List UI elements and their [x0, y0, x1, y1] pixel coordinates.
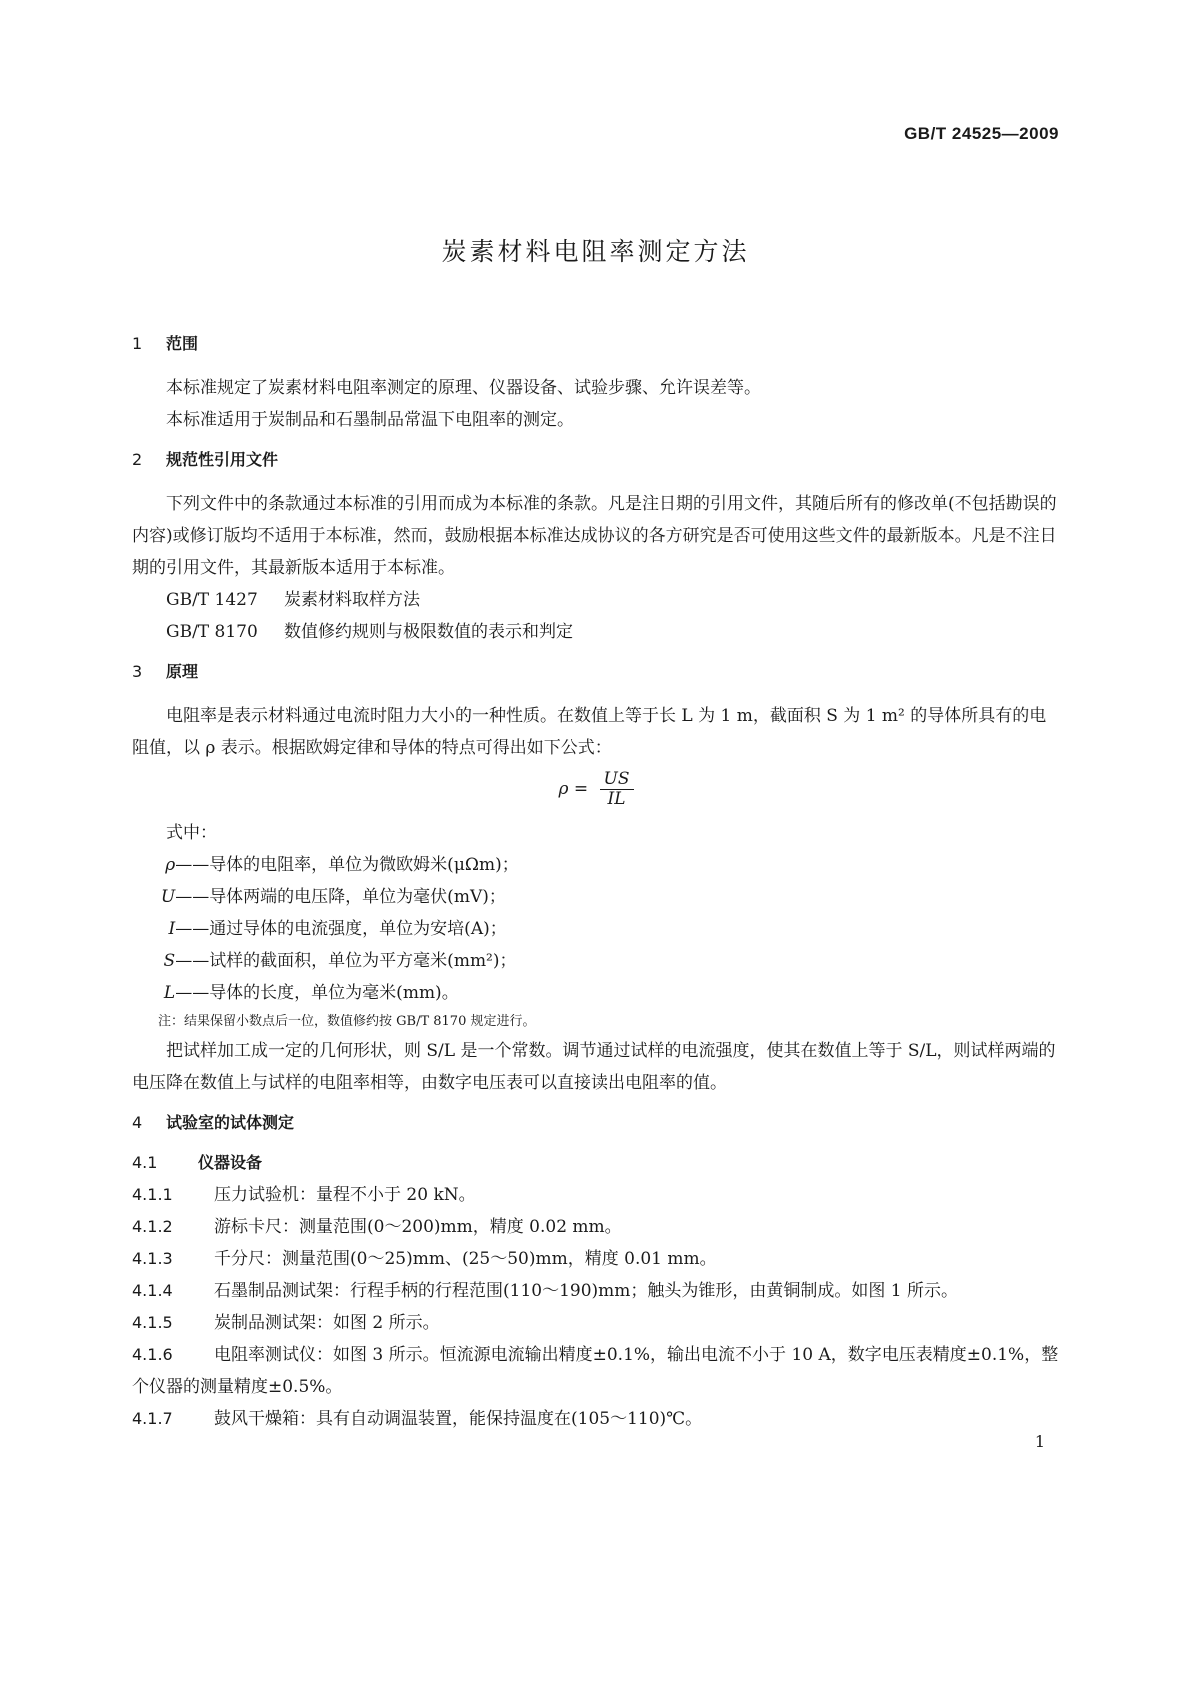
section-number: 1 — [132, 334, 143, 353]
paragraph: 本标准适用于炭制品和石墨制品常温下电阻率的测定。 — [166, 410, 574, 430]
paragraph: 本标准规定了炭素材料电阻率测定的原理、仪器设备、试验步骤、允许误差等。 — [166, 378, 761, 398]
clause-item — [132, 1339, 1060, 1403]
symbol: ρ — [165, 855, 176, 875]
section-2-heading — [132, 444, 1060, 476]
symbol-definition — [132, 945, 1060, 977]
symbol-definition — [132, 977, 1060, 1009]
formula-lhs: ρ = — [558, 779, 589, 799]
symbol-definition — [132, 881, 1060, 913]
clause-number: 4.1.7 — [132, 1409, 173, 1428]
formula-numerator: US — [600, 770, 634, 790]
subsection-number: 4.1 — [132, 1153, 158, 1172]
section-number: 4 — [132, 1113, 143, 1132]
clause-item — [132, 1179, 1060, 1211]
reference-item — [132, 584, 1060, 616]
reference-name: 数值修约规则与极限数值的表示和判定 — [284, 622, 573, 642]
note: 注：结果保留小数点后一位，数值修约按 GB/T 8170 规定进行。 — [158, 1014, 536, 1029]
where-label: 式中： — [166, 823, 217, 843]
reference-code: GB/T 8170 — [166, 622, 258, 642]
symbol-text: ——导体的电阻率，单位为微欧姆米(μΩm)； — [175, 855, 519, 875]
section-title: 规范性引用文件 — [166, 450, 279, 469]
symbol: S — [163, 951, 176, 971]
clause-number: 4.1.4 — [132, 1281, 173, 1300]
clause-item — [132, 1243, 1060, 1275]
symbol-text: ——导体的长度，单位为毫米(mm)。 — [175, 983, 459, 1003]
subsection-title: 仪器设备 — [198, 1153, 263, 1172]
clause-text: 鼓风干燥箱：具有自动调温装置，能保持温度在(105～110)℃。 — [214, 1409, 703, 1429]
paragraph: 下列文件中的条款通过本标准的引用而成为本标准的条款。凡是注日期的引用文件，其随后所有的修改单(不包括勘误的内容)或修订版均不适用于本标准，然而，鼓励根据本标准达成协议的各方研究是否可使用这些文件的最新版本。凡是不注日期的引用文件，其最新版本适用于本标准。 — [132, 494, 1057, 578]
section-4-heading — [132, 1107, 1060, 1139]
clause-text: 游标卡尺：测量范围(0～200)mm，精度 0.02 mm。 — [214, 1217, 622, 1237]
symbol-text: ——导体两端的电压降，单位为毫伏(mV)； — [175, 887, 506, 907]
clause-number: 4.1.6 — [132, 1345, 173, 1364]
paragraph: 电阻率是表示材料通过电流时阻力大小的一种性质。在数值上等于长 L 为 1 m，截面积 S 为 1 m² 的导体所具有的电阻值，以 ρ 表示。根据欧姆定律和导体的特点可得出如下公式： — [132, 706, 1047, 758]
clause-text: 石墨制品测试架：行程手柄的行程范围(110～190)mm；触头为锥形，由黄铜制成。如图 1 所示。 — [214, 1281, 959, 1301]
clause-item — [132, 1211, 1060, 1243]
clause-item — [132, 1403, 1060, 1435]
clause-number: 4.1.1 — [132, 1185, 173, 1204]
symbol: I — [168, 919, 176, 939]
paragraph: 把试样加工成一定的几何形状，则 S/L 是一个常数。调节通过试样的电流强度，使其在数值上等于 S/L，则试样两端的电压降在数值上与试样的电阻率相等，由数字电压表可以直接读出电阻率的值。 — [132, 1041, 1056, 1093]
reference-item — [132, 616, 1060, 648]
document-body — [132, 328, 1060, 1435]
subsection-4-1-heading — [132, 1147, 1060, 1179]
section-3-heading — [132, 656, 1060, 688]
section-number: 2 — [132, 450, 143, 469]
clause-number: 4.1.3 — [132, 1249, 173, 1268]
document-title: 炭素材料电阻率测定方法 — [441, 237, 750, 266]
symbol: U — [160, 887, 176, 907]
resistivity-formula — [132, 770, 1060, 809]
section-1-heading — [132, 328, 1060, 360]
reference-name: 炭素材料取样方法 — [284, 590, 420, 610]
section-number: 3 — [132, 662, 143, 681]
formula-denominator: IL — [607, 789, 626, 809]
clause-text: 炭制品测试架：如图 2 所示。 — [214, 1313, 440, 1333]
clause-number: 4.1.2 — [132, 1217, 173, 1236]
symbol-definition — [132, 913, 1060, 945]
clause-text: 电阻率测试仪：如图 3 所示。恒流源电流输出精度±0.1%，输出电流不小于 10 A，数字电压表精度±0.1%，整个仪器的测量精度±0.5%。 — [132, 1345, 1059, 1397]
clause-number: 4.1.5 — [132, 1313, 173, 1332]
formula-fraction — [600, 770, 634, 809]
symbol: L — [163, 983, 176, 1003]
standard-number: GB/T 24525—2009 — [904, 124, 1059, 143]
section-title: 范围 — [166, 334, 199, 353]
clause-text: 千分尺：测量范围(0～25)mm、(25～50)mm，精度 0.01 mm。 — [214, 1249, 717, 1269]
symbol-text: ——通过导体的电流强度，单位为安培(A)； — [175, 919, 507, 939]
clause-item — [132, 1307, 1060, 1339]
section-title: 试验室的试体测定 — [166, 1113, 295, 1132]
reference-code: GB/T 1427 — [166, 590, 258, 610]
clause-text: 压力试验机：量程不小于 20 kN。 — [214, 1185, 476, 1205]
symbol-definition — [132, 849, 1060, 881]
section-title: 原理 — [166, 662, 199, 681]
clause-item — [132, 1275, 1060, 1307]
page-number: 1 — [1034, 1432, 1045, 1451]
symbol-text: ——试样的截面积，单位为平方毫米(mm²)； — [175, 951, 517, 971]
